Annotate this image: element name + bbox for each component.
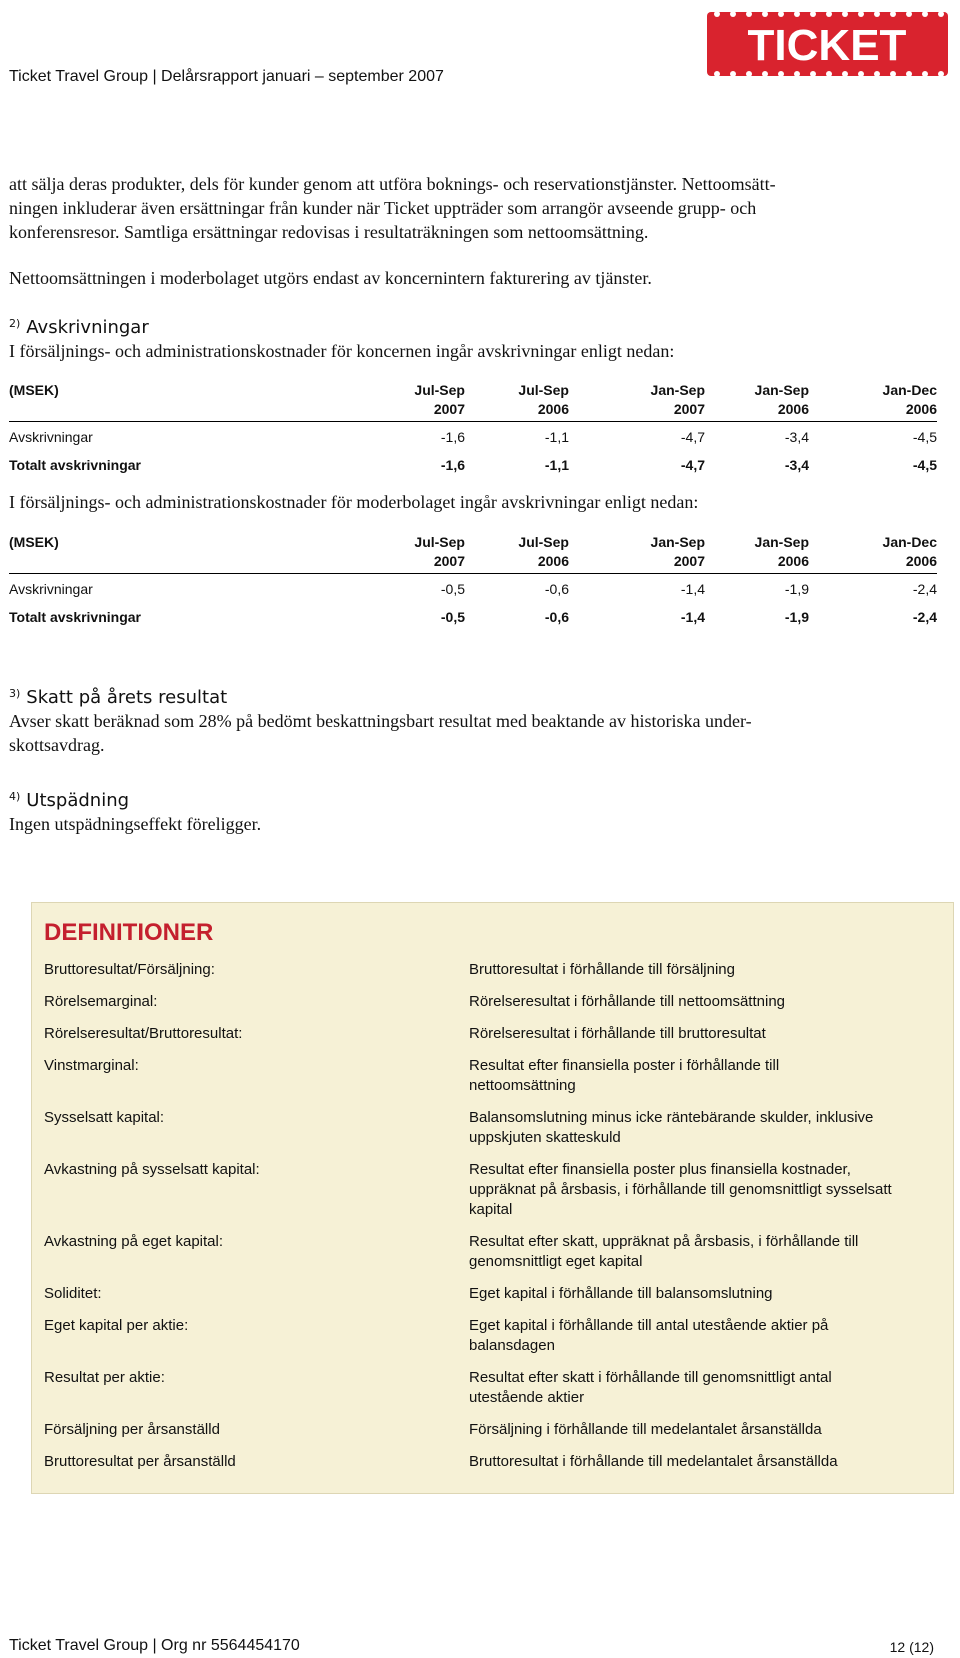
definition-term: Bruttoresultat/Försäljning:	[44, 961, 215, 978]
table-cell: -0,5	[440, 609, 465, 625]
table-cell: -1,1	[544, 429, 569, 445]
table-cell: -0,6	[544, 581, 569, 597]
definition-term: Sysselsatt kapital:	[44, 1109, 165, 1126]
table-cell: -1,6	[440, 429, 465, 445]
table-row-total	[9, 450, 937, 478]
definition-description: Försäljning i förhållande till medelantalet årsanställda	[469, 1421, 822, 1438]
note-2	[9, 313, 674, 363]
definition-description: Resultat efter finansiella poster plus finansiella kostnader, uppräknat på årsbasis, i förhållande till genomsnittligt sysselsatt kapital	[469, 1161, 892, 1218]
note-4-text: Ingen utspädningseffekt föreligger.	[9, 814, 262, 834]
definition-term: Avkastning på sysselsatt kapital:	[44, 1161, 260, 1178]
definition-description: Rörelseresultat i förhållande till nettoomsättning	[469, 993, 786, 1010]
table-cell: -2,4	[912, 581, 937, 597]
table-row-total	[9, 602, 937, 630]
note-4-heading	[9, 786, 261, 812]
table-cell: -4,7	[680, 429, 705, 445]
note-2-heading	[9, 313, 674, 339]
table-cell: -1,6	[440, 457, 465, 473]
definition-description: Resultat efter finansiella poster i förhållande till nettoomsättning	[469, 1057, 780, 1094]
column-header: Jan-Sep 2006	[754, 382, 809, 417]
definition-term: Soliditet:	[44, 1285, 102, 1302]
depreciation-table-parent	[9, 533, 937, 630]
logo-text: TICKET	[747, 21, 907, 70]
table-cell: -4,5	[912, 457, 937, 473]
intro-paragraph	[9, 172, 776, 244]
definition-description: Bruttoresultat i förhållande till medelantalet årsanställda	[469, 1453, 838, 1470]
note-title: Skatt på årets resultat	[26, 687, 228, 708]
note-title: Utspädning	[26, 790, 130, 811]
definition-description: Resultat efter skatt i förhållande till genomsnittligt antal utestående aktier	[469, 1369, 832, 1406]
definition-term: Rörelsemarginal:	[44, 993, 158, 1010]
column-header: Jul-Sep 2006	[518, 382, 569, 417]
note-title: Avskrivningar	[26, 317, 149, 338]
definition-term: Resultat per aktie:	[44, 1369, 165, 1386]
table-cell: -3,4	[784, 429, 809, 445]
note-2-text-parent: I försäljnings- och administrationskostnader för moderbolaget ingår avskrivningar enligt nedan:	[9, 492, 699, 512]
table-cell: -4,5	[912, 429, 937, 445]
column-header: Jan-Sep 2007	[650, 534, 705, 569]
note-4	[9, 786, 261, 836]
definition-description: Eget kapital i förhållande till antal utestående aktier på balansdagen	[469, 1317, 829, 1354]
intro-paragraph-2: Nettoomsättningen i moderbolaget utgörs endast av koncernintern fakturering av tjänster.	[9, 268, 652, 288]
intro-line: ningen inkluderar även ersättningar från kunder när Ticket uppträder som arrangör avseende grupp- och	[9, 198, 757, 218]
definition-description: Resultat efter skatt, uppräknat på årsbasis, i förhållande till genomsnittligt eget kapital	[469, 1233, 859, 1270]
header-title: Ticket Travel Group | Delårsrapport januari – september 2007	[9, 68, 444, 85]
table-cell: -1,9	[784, 609, 809, 625]
table-unit-label: (MSEK)	[9, 534, 59, 550]
table-cell: -1,1	[544, 457, 569, 473]
table-cell: -4,7	[680, 457, 705, 473]
table-cell: -1,4	[680, 581, 705, 597]
definition-description: Bruttoresultat i förhållande till försäljning	[469, 961, 735, 978]
definition-description: Rörelseresultat i förhållande till bruttoresultat	[469, 1025, 766, 1042]
column-header: Jan-Dec 2006	[882, 534, 937, 569]
footer-org-number: Ticket Travel Group | Org nr 5564454170	[9, 1637, 300, 1654]
column-header: Jul-Sep 2007	[414, 534, 465, 569]
note-number: 3)	[9, 687, 21, 700]
table-cell: -0,5	[440, 581, 465, 597]
row-label: Totalt avskrivningar	[9, 457, 142, 473]
note-3-heading	[9, 683, 752, 709]
column-header: Jan-Dec 2006	[882, 382, 937, 417]
definition-term: Bruttoresultat per årsanställd	[44, 1453, 236, 1470]
table-cell: -3,4	[784, 457, 809, 473]
column-header: Jul-Sep 2007	[414, 382, 465, 417]
intro-line: att sälja deras produkter, dels för kunder genom att utföra boknings- och reservationstjänster. Nettoomsätt-	[9, 174, 776, 194]
column-header: Jan-Sep 2007	[650, 382, 705, 417]
note-3	[9, 683, 752, 757]
depreciation-table-group	[9, 381, 937, 478]
note-2-text: I försäljnings- och administrationskostnader för koncernen ingår avskrivningar enligt nedan:	[9, 341, 675, 361]
definitions-title: DEFINITIONER	[44, 919, 214, 946]
note-line: Avser skatt beräknad som 28% på bedömt beskattningsbart resultat med beaktande av historiska under-	[9, 711, 752, 731]
row-label: Avskrivningar	[9, 429, 93, 445]
page-number: 12 (12)	[889, 1639, 934, 1655]
note-number: 2)	[9, 317, 21, 330]
definition-description: Eget kapital i förhållande till balansomslutning	[469, 1285, 773, 1302]
column-header: Jul-Sep 2006	[518, 534, 569, 569]
definitions-box	[31, 902, 954, 1494]
table-unit-label: (MSEK)	[9, 382, 59, 398]
definition-term: Vinstmarginal:	[44, 1057, 139, 1074]
table-header-row	[9, 381, 937, 422]
ticket-logo	[705, 8, 950, 85]
definition-term: Eget kapital per aktie:	[44, 1317, 189, 1334]
row-label: Avskrivningar	[9, 581, 93, 597]
table-cell: -2,4	[912, 609, 937, 625]
column-header: Jan-Sep 2006	[754, 534, 809, 569]
note-number: 4)	[9, 790, 21, 803]
table-cell: -1,4	[680, 609, 705, 625]
table-row	[9, 422, 937, 450]
table-cell: -0,6	[544, 609, 569, 625]
note-3-text	[9, 709, 752, 757]
note-line: skottsavdrag.	[9, 735, 105, 755]
definition-term: Avkastning på eget kapital:	[44, 1233, 224, 1250]
table-header-row	[9, 533, 937, 574]
definition-term: Försäljning per årsanställd	[44, 1421, 220, 1438]
table-row	[9, 574, 937, 602]
definition-term: Rörelseresultat/Bruttoresultat:	[44, 1025, 243, 1042]
row-label: Totalt avskrivningar	[9, 609, 142, 625]
table-cell: -1,9	[784, 581, 809, 597]
definition-description: Balansomslutning minus icke räntebärande skulder, inklusive uppskjuten skatteskuld	[469, 1109, 874, 1146]
intro-line: konferensresor. Samtliga ersättningar redovisas i resultaträkningen som nettoomsättning.	[9, 222, 649, 242]
